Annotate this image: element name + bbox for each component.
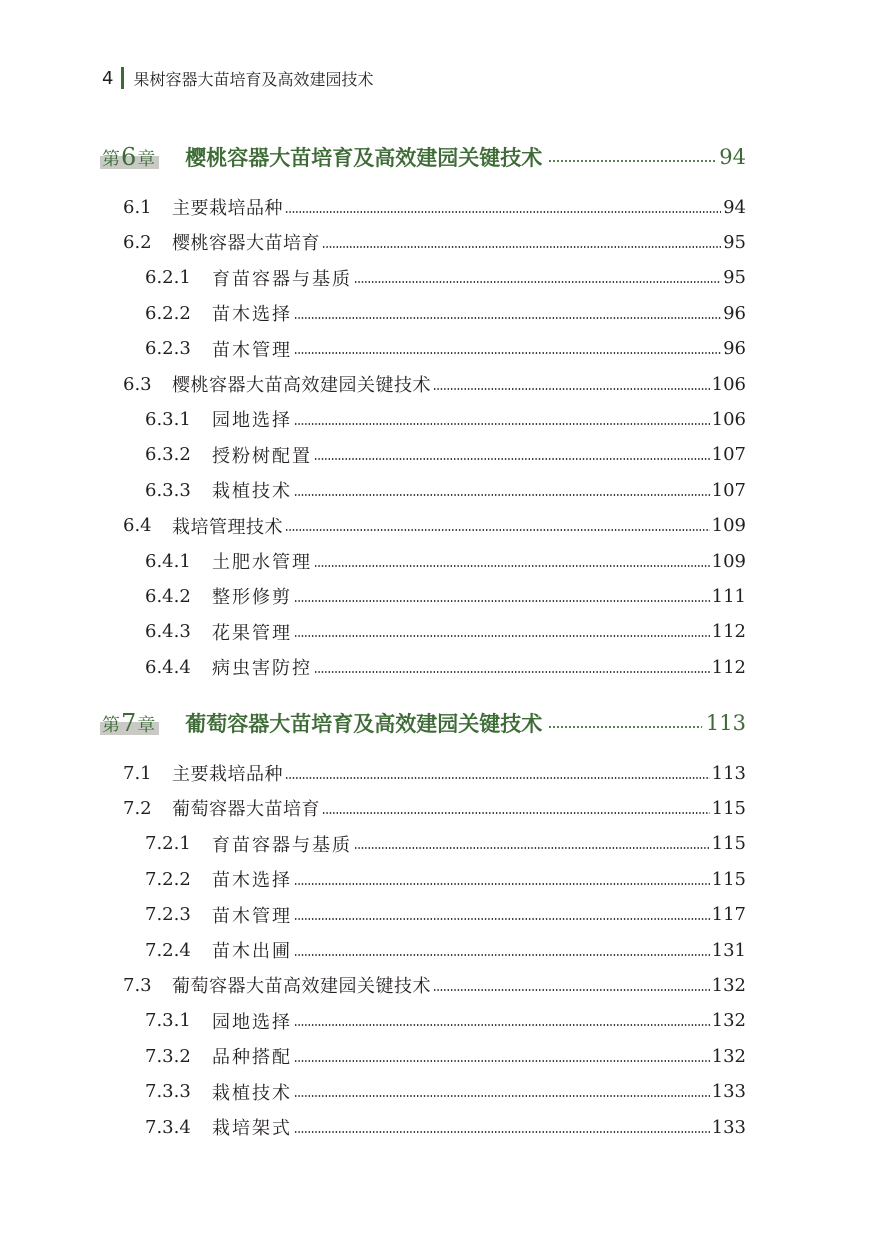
entry-number: 6.4.2 <box>145 585 191 607</box>
chapter-label <box>100 142 159 172</box>
entry-number: 6.4.3 <box>145 621 191 643</box>
entry-title: 栽培架式 <box>212 1118 292 1139</box>
dot-leader <box>322 246 721 248</box>
chapter-number: 7 <box>121 709 137 737</box>
entry-number: 7.2.2 <box>145 868 191 890</box>
entry-title: 樱桃容器大苗高效建园关键技术 <box>172 375 431 396</box>
toc-section-entry <box>123 793 746 823</box>
entry-title: 苗木选择 <box>212 870 292 892</box>
dot-leader <box>314 458 710 460</box>
entry-title: 花果管理 <box>212 622 292 644</box>
entry-page: 96 <box>723 338 746 360</box>
entry-number: 7.2.1 <box>145 833 191 855</box>
toc-subsection-entry <box>145 617 746 647</box>
toc-subsection-entry <box>145 652 746 682</box>
chapter-dot-leader <box>548 726 702 728</box>
entry-title: 园地选择 <box>212 410 292 432</box>
entry-number: 7.3.3 <box>145 1081 191 1103</box>
toc-subsection-entry <box>145 935 746 965</box>
entry-page: 109 <box>711 515 746 537</box>
dot-leader <box>354 847 710 849</box>
entry-title: 整形修剪 <box>212 587 292 609</box>
entry-title: 葡萄容器大苗高效建园关键技术 <box>172 976 431 998</box>
entry-page: 115 <box>711 868 746 890</box>
entry-title: 栽植技术 <box>212 481 292 503</box>
entry-number: 6.4.1 <box>145 550 191 572</box>
entry-title: 品种搭配 <box>212 1047 292 1069</box>
toc-subsection-entry <box>145 900 746 930</box>
entry-number: 6.2 <box>123 231 152 253</box>
toc-subsection-entry <box>145 263 746 293</box>
chapter-heading <box>100 705 746 741</box>
chapter-page: 94 <box>719 145 746 169</box>
toc-subsection-entry <box>145 475 746 505</box>
entry-page: 95 <box>723 231 746 253</box>
entry-page: 94 <box>723 196 746 218</box>
book-title: 果树容器大苗培育及高效建园技术 <box>133 69 374 89</box>
entry-number: 6.4.4 <box>145 656 191 678</box>
toc-subsection-entry <box>145 334 746 364</box>
entry-page: 96 <box>723 302 746 324</box>
entry-title: 园地选择 <box>212 1011 292 1033</box>
entry-page: 106 <box>711 373 746 395</box>
chapter-number: 6 <box>121 143 137 171</box>
chapter-page: 113 <box>705 711 746 735</box>
toc-subsection-entry <box>145 440 746 470</box>
entry-page: 112 <box>711 656 746 678</box>
dot-leader <box>294 918 710 920</box>
entry-number: 6.3.1 <box>145 408 191 430</box>
entry-page: 109 <box>711 550 746 572</box>
chapter-heading <box>100 139 746 175</box>
dot-leader <box>433 388 710 390</box>
entry-title: 葡萄容器大苗培育 <box>172 799 320 821</box>
toc-subsection-entry <box>145 581 746 611</box>
dot-leader <box>294 1095 710 1097</box>
chapter-dot-leader <box>548 160 715 162</box>
entry-number: 6.4 <box>123 515 152 537</box>
toc-subsection-entry <box>145 1077 746 1107</box>
entry-title: 苗木管理 <box>212 905 292 927</box>
dot-leader <box>285 777 710 779</box>
entry-title: 樱桃容器大苗培育 <box>172 233 320 255</box>
entry-page: 117 <box>711 904 746 926</box>
entry-number: 6.3.3 <box>145 479 191 501</box>
entry-page: 132 <box>711 1045 746 1067</box>
entry-page: 133 <box>711 1116 746 1138</box>
entry-page: 115 <box>711 797 746 819</box>
entry-page: 132 <box>711 1010 746 1032</box>
dot-leader <box>294 494 710 496</box>
dot-leader <box>294 1060 710 1062</box>
dot-leader <box>294 635 710 637</box>
entry-number: 7.2 <box>123 797 152 819</box>
toc-subsection-entry <box>145 1041 746 1071</box>
entry-title: 主要栽培品种 <box>172 198 283 219</box>
dot-leader <box>294 317 721 319</box>
entry-title: 病虫害防控 <box>212 658 312 680</box>
entry-title: 土肥水管理 <box>212 552 312 573</box>
entry-title: 苗木出圃 <box>212 941 292 962</box>
entry-number: 6.3.2 <box>145 444 191 466</box>
toc-subsection-entry <box>145 404 746 434</box>
entry-title: 主要栽培品种 <box>172 764 283 785</box>
entry-page: 131 <box>711 939 746 961</box>
dot-leader <box>294 352 721 354</box>
entry-number: 6.2.1 <box>145 267 191 289</box>
entry-page: 95 <box>723 267 746 289</box>
dot-leader <box>285 211 721 213</box>
entry-number: 7.2.4 <box>145 939 191 961</box>
dot-leader <box>294 883 710 885</box>
entry-title: 苗木管理 <box>212 339 292 361</box>
dot-leader <box>354 281 721 283</box>
entry-number: 6.3 <box>123 373 152 395</box>
entry-title: 育苗容器与基质 <box>212 268 352 290</box>
entry-title: 授粉树配置 <box>212 445 312 467</box>
entry-page: 132 <box>711 974 746 996</box>
dot-leader <box>314 671 710 673</box>
entry-title: 苗木选择 <box>212 304 292 326</box>
entry-title: 育苗容器与基质 <box>212 834 352 856</box>
entry-page: 107 <box>711 444 746 466</box>
dot-leader <box>294 600 710 602</box>
toc-section-entry <box>123 369 746 399</box>
toc-subsection-entry <box>145 546 746 576</box>
toc-section-entry <box>123 227 746 257</box>
entry-page: 107 <box>711 479 746 501</box>
chapter-title: 樱桃容器大苗培育及高效建园关键技术 <box>185 146 543 170</box>
dot-leader <box>285 529 710 531</box>
entry-page: 115 <box>711 833 746 855</box>
chapter-suffix: 章 <box>137 149 156 170</box>
toc-subsection-entry <box>145 829 746 859</box>
toc-section-entry <box>123 511 746 541</box>
entry-number: 7.1 <box>123 762 152 784</box>
chapter-title: 葡萄容器大苗培育及高效建园关键技术 <box>185 712 543 736</box>
chapter-prefix: 第 <box>102 149 120 170</box>
entry-number: 7.3.2 <box>145 1045 191 1067</box>
dot-leader <box>294 1131 710 1133</box>
entry-page: 113 <box>711 762 746 784</box>
chapter-label <box>100 708 159 738</box>
toc-section-entry <box>123 758 746 788</box>
dot-leader <box>294 954 710 956</box>
chapter-suffix: 章 <box>137 715 156 736</box>
entry-page: 106 <box>711 408 746 430</box>
entry-number: 7.2.3 <box>145 904 191 926</box>
dot-leader <box>294 1024 710 1026</box>
entry-number: 6.2.3 <box>145 338 191 360</box>
entry-number: 6.2.2 <box>145 302 191 324</box>
page-number: 4 <box>102 67 114 89</box>
entry-number: 6.1 <box>123 196 152 218</box>
entry-title: 栽培管理技术 <box>172 516 283 538</box>
dot-leader <box>294 423 710 425</box>
entry-number: 7.3 <box>123 974 152 996</box>
toc-subsection-entry <box>145 864 746 894</box>
entry-title: 栽植技术 <box>212 1082 292 1104</box>
toc-section-entry <box>123 970 746 1000</box>
entry-page: 133 <box>711 1081 746 1103</box>
dot-leader <box>433 989 710 991</box>
chapter-prefix: 第 <box>102 715 120 736</box>
entry-number: 7.3.4 <box>145 1116 191 1138</box>
dot-leader <box>322 812 710 814</box>
dot-leader <box>314 565 710 567</box>
toc-subsection-entry <box>145 1112 746 1142</box>
entry-page: 111 <box>711 585 746 607</box>
toc-subsection-entry <box>145 1006 746 1036</box>
entry-number: 7.3.1 <box>145 1010 191 1032</box>
toc-section-entry <box>123 192 746 222</box>
entry-page: 112 <box>711 621 746 643</box>
toc-subsection-entry <box>145 298 746 328</box>
